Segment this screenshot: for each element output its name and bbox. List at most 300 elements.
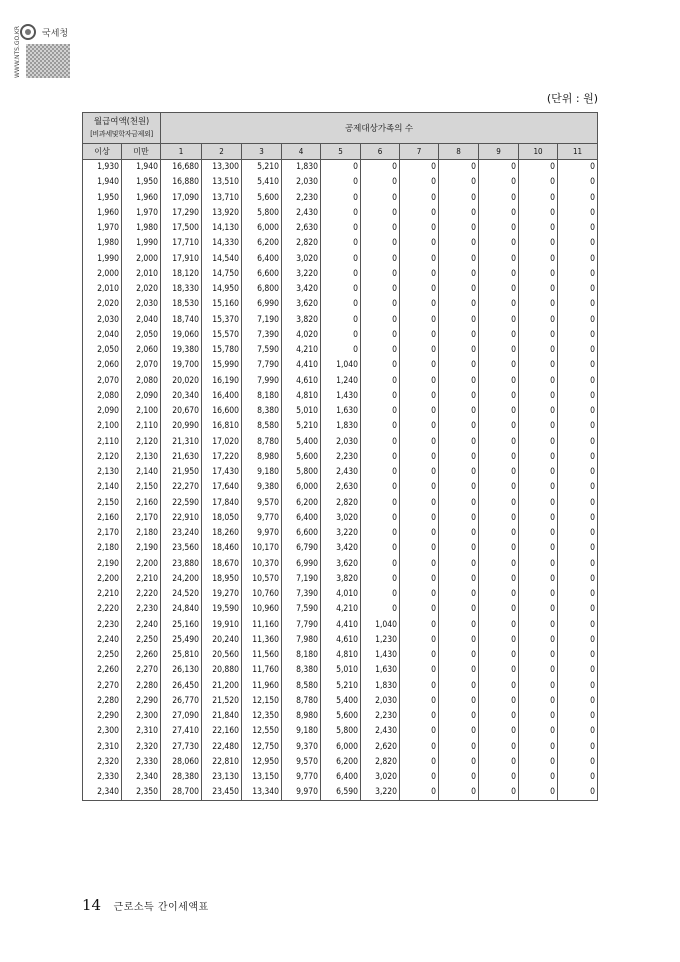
table-row [83, 236, 598, 251]
tax-amount-cell: 17,290 [161, 205, 202, 220]
tax-amount-cell: 0 [519, 190, 558, 205]
tax-amount-cell: 0 [439, 510, 479, 525]
tax-amount-cell: 0 [519, 312, 558, 327]
salary-to-cell: 2,050 [122, 327, 161, 342]
tax-amount-cell: 4,610 [321, 632, 361, 647]
table-row [83, 556, 598, 571]
tax-amount-cell: 22,480 [202, 739, 242, 754]
table-row [83, 190, 598, 205]
tax-amount-cell: 9,380 [242, 480, 282, 495]
tax-amount-cell: 0 [558, 434, 598, 449]
tax-amount-cell: 5,600 [321, 709, 361, 724]
tax-amount-cell: 23,450 [202, 785, 242, 800]
tax-amount-cell: 5,010 [282, 404, 321, 419]
tax-amount-cell: 8,780 [242, 434, 282, 449]
tax-amount-cell: 4,210 [321, 602, 361, 617]
column-header: 이상 [83, 144, 122, 160]
tax-amount-cell: 0 [519, 587, 558, 602]
tax-amount-cell: 0 [558, 282, 598, 297]
table-row [83, 510, 598, 525]
table-row [83, 495, 598, 510]
tax-amount-cell: 0 [400, 404, 439, 419]
tax-amount-cell: 3,020 [361, 770, 400, 785]
salary-to-cell: 2,200 [122, 556, 161, 571]
tax-amount-cell: 0 [558, 754, 598, 769]
tax-amount-cell: 0 [519, 373, 558, 388]
table-row [83, 693, 598, 708]
salary-from-cell: 1,950 [83, 190, 122, 205]
tax-amount-cell: 0 [558, 663, 598, 678]
tax-amount-cell: 20,020 [161, 373, 202, 388]
salary-to-cell: 2,160 [122, 495, 161, 510]
column-subheader-row [83, 144, 598, 160]
tax-amount-cell: 0 [519, 693, 558, 708]
tax-amount-cell: 6,590 [321, 785, 361, 800]
salary-to-cell: 2,320 [122, 739, 161, 754]
tax-amount-cell: 19,910 [202, 617, 242, 632]
tax-amount-cell: 4,010 [321, 587, 361, 602]
tax-amount-cell: 0 [558, 404, 598, 419]
salary-from-cell: 2,290 [83, 709, 122, 724]
tax-amount-cell: 0 [479, 770, 519, 785]
tax-amount-cell: 0 [479, 358, 519, 373]
tax-amount-cell: 0 [439, 297, 479, 312]
tax-amount-cell: 0 [321, 236, 361, 251]
tax-amount-cell: 0 [519, 282, 558, 297]
table-row [83, 770, 598, 785]
tax-amount-cell: 5,210 [282, 419, 321, 434]
tax-amount-cell: 6,200 [282, 495, 321, 510]
tax-amount-cell: 0 [519, 480, 558, 495]
tax-amount-cell: 0 [558, 236, 598, 251]
tax-amount-cell: 0 [558, 297, 598, 312]
tax-amount-cell: 0 [439, 617, 479, 632]
salary-from-cell: 2,330 [83, 770, 122, 785]
tax-amount-cell: 27,730 [161, 739, 202, 754]
tax-amount-cell: 14,750 [202, 266, 242, 281]
tax-amount-cell: 0 [479, 739, 519, 754]
tax-amount-cell: 0 [479, 571, 519, 586]
tax-amount-cell: 0 [519, 632, 558, 647]
salary-from-cell: 2,200 [83, 571, 122, 586]
tax-amount-cell: 8,380 [242, 404, 282, 419]
tax-amount-cell: 0 [361, 434, 400, 449]
tax-amount-cell: 7,390 [282, 587, 321, 602]
tax-amount-cell: 0 [519, 648, 558, 663]
tax-amount-cell: 25,490 [161, 632, 202, 647]
tax-amount-cell: 0 [439, 770, 479, 785]
tax-amount-cell: 0 [519, 770, 558, 785]
tax-amount-cell: 0 [479, 175, 519, 190]
tax-amount-cell: 2,030 [282, 175, 321, 190]
tax-amount-cell: 13,300 [202, 160, 242, 175]
tax-amount-cell: 0 [479, 312, 519, 327]
tax-amount-cell: 0 [479, 465, 519, 480]
document-title: 근로소득 간이세액표 [113, 902, 209, 913]
salary-to-cell: 2,070 [122, 358, 161, 373]
tax-amount-cell: 5,800 [282, 465, 321, 480]
tax-amount-cell: 22,810 [202, 754, 242, 769]
tax-amount-cell: 0 [479, 297, 519, 312]
tax-amount-cell: 12,750 [242, 739, 282, 754]
tax-amount-cell: 0 [479, 709, 519, 724]
tax-amount-cell: 23,240 [161, 526, 202, 541]
tax-amount-cell: 0 [479, 190, 519, 205]
tax-amount-cell: 0 [400, 587, 439, 602]
tax-amount-cell: 0 [400, 495, 439, 510]
salary-from-cell: 2,140 [83, 480, 122, 495]
tax-amount-cell: 0 [361, 480, 400, 495]
tax-amount-cell: 7,590 [242, 343, 282, 358]
tax-amount-cell: 0 [400, 617, 439, 632]
tax-amount-cell: 2,430 [282, 205, 321, 220]
tax-amount-cell: 0 [479, 632, 519, 647]
tax-amount-cell: 0 [361, 556, 400, 571]
salary-from-cell: 2,340 [83, 785, 122, 800]
tax-amount-cell: 0 [400, 282, 439, 297]
salary-to-cell: 2,060 [122, 343, 161, 358]
column-header: 미만 [122, 144, 161, 160]
tax-amount-cell: 0 [519, 175, 558, 190]
tax-amount-cell: 0 [558, 587, 598, 602]
tax-amount-cell: 6,400 [242, 251, 282, 266]
tax-amount-cell: 0 [400, 541, 439, 556]
tax-amount-cell: 6,200 [242, 236, 282, 251]
table-body [83, 160, 598, 801]
tax-amount-cell: 1,630 [321, 404, 361, 419]
tax-amount-cell: 0 [558, 678, 598, 693]
tax-amount-cell: 3,220 [361, 785, 400, 800]
tax-amount-cell: 0 [519, 556, 558, 571]
tax-amount-cell: 0 [439, 724, 479, 739]
tax-amount-cell: 0 [361, 190, 400, 205]
tax-amount-cell: 5,010 [321, 663, 361, 678]
tax-amount-cell: 0 [479, 663, 519, 678]
table-row [83, 449, 598, 464]
tax-amount-cell: 0 [519, 266, 558, 281]
tax-amount-cell: 13,710 [202, 190, 242, 205]
tax-amount-cell: 13,920 [202, 205, 242, 220]
tax-amount-cell: 14,130 [202, 221, 242, 236]
tax-amount-cell: 20,670 [161, 404, 202, 419]
tax-amount-cell: 0 [558, 770, 598, 785]
tax-amount-cell: 4,610 [282, 373, 321, 388]
tax-amount-cell: 0 [479, 495, 519, 510]
tax-amount-cell: 23,880 [161, 556, 202, 571]
tax-amount-cell: 0 [361, 160, 400, 175]
tax-amount-cell: 17,090 [161, 190, 202, 205]
tax-amount-cell: 10,570 [242, 571, 282, 586]
tax-amount-cell: 0 [558, 724, 598, 739]
column-header: 5 [321, 144, 361, 160]
tax-amount-cell: 0 [519, 404, 558, 419]
tax-amount-cell: 16,880 [161, 175, 202, 190]
tax-amount-cell: 17,430 [202, 465, 242, 480]
tax-amount-cell: 0 [321, 312, 361, 327]
tax-amount-cell: 6,000 [321, 739, 361, 754]
tax-amount-cell: 0 [558, 312, 598, 327]
tax-amount-cell: 15,370 [202, 312, 242, 327]
tax-amount-cell: 0 [439, 312, 479, 327]
salary-from-cell: 2,210 [83, 587, 122, 602]
column-header: 1 [161, 144, 202, 160]
tax-amount-cell: 0 [361, 587, 400, 602]
tax-amount-cell: 24,840 [161, 602, 202, 617]
family-count-header: 공제대상가족의 수 [161, 113, 598, 144]
tax-amount-cell: 0 [400, 754, 439, 769]
tax-amount-cell: 0 [479, 510, 519, 525]
tax-amount-cell: 0 [321, 251, 361, 266]
tax-amount-cell: 15,990 [202, 358, 242, 373]
tax-amount-cell: 0 [361, 602, 400, 617]
column-header: 10 [519, 144, 558, 160]
tax-amount-cell: 8,980 [242, 449, 282, 464]
tax-amount-cell: 22,910 [161, 510, 202, 525]
tax-amount-cell: 2,820 [282, 236, 321, 251]
tax-amount-cell: 12,150 [242, 693, 282, 708]
table-row [83, 358, 598, 373]
column-header: 6 [361, 144, 400, 160]
tax-amount-cell: 2,630 [321, 480, 361, 495]
tax-amount-cell: 0 [400, 510, 439, 525]
tax-amount-cell: 26,130 [161, 663, 202, 678]
tax-amount-cell: 23,560 [161, 541, 202, 556]
tax-amount-cell: 0 [479, 343, 519, 358]
tax-amount-cell: 3,220 [321, 526, 361, 541]
tax-amount-cell: 0 [400, 434, 439, 449]
tax-amount-cell: 0 [479, 785, 519, 800]
tax-amount-cell: 0 [439, 343, 479, 358]
tax-amount-cell: 5,600 [282, 449, 321, 464]
table-row [83, 205, 598, 220]
tax-amount-cell: 19,060 [161, 327, 202, 342]
tax-amount-cell: 0 [479, 221, 519, 236]
salary-to-cell: 2,250 [122, 632, 161, 647]
page-footer [82, 896, 209, 914]
tax-amount-cell: 0 [361, 297, 400, 312]
tax-amount-cell: 0 [439, 160, 479, 175]
tax-amount-cell: 0 [558, 480, 598, 495]
tax-amount-cell: 0 [400, 236, 439, 251]
tax-amount-cell: 9,970 [282, 785, 321, 800]
tax-amount-cell: 11,960 [242, 678, 282, 693]
tax-amount-cell: 0 [519, 297, 558, 312]
tax-amount-cell: 0 [361, 571, 400, 586]
salary-from-cell: 2,280 [83, 693, 122, 708]
tax-amount-cell: 0 [361, 221, 400, 236]
table-row [83, 160, 598, 175]
tax-amount-cell: 17,220 [202, 449, 242, 464]
tax-amount-cell: 3,020 [282, 251, 321, 266]
tax-amount-cell: 0 [400, 175, 439, 190]
tax-amount-cell: 0 [361, 449, 400, 464]
table-row [83, 343, 598, 358]
table-row [83, 541, 598, 556]
tax-amount-cell: 0 [558, 709, 598, 724]
tax-amount-cell: 2,630 [282, 221, 321, 236]
salary-to-cell: 2,180 [122, 526, 161, 541]
nts-emblem-icon [20, 24, 36, 40]
tax-amount-cell: 1,430 [361, 648, 400, 663]
tax-amount-cell: 14,330 [202, 236, 242, 251]
table-row [83, 373, 598, 388]
tax-amount-cell: 0 [519, 709, 558, 724]
tax-amount-cell: 0 [439, 449, 479, 464]
table-row [83, 388, 598, 403]
tax-amount-cell: 0 [479, 373, 519, 388]
column-header: 2 [202, 144, 242, 160]
salary-from-cell: 2,120 [83, 449, 122, 464]
tax-amount-cell: 0 [361, 327, 400, 342]
tax-amount-cell: 0 [519, 419, 558, 434]
table-row [83, 709, 598, 724]
tax-amount-cell: 0 [400, 724, 439, 739]
tax-amount-cell: 7,790 [242, 358, 282, 373]
tax-amount-cell: 9,180 [242, 465, 282, 480]
tax-amount-cell: 0 [439, 693, 479, 708]
tax-amount-cell: 1,430 [321, 388, 361, 403]
tax-amount-cell: 0 [519, 236, 558, 251]
tax-amount-cell: 0 [439, 526, 479, 541]
tax-amount-cell: 14,540 [202, 251, 242, 266]
column-header: 7 [400, 144, 439, 160]
tax-amount-cell: 0 [439, 587, 479, 602]
tax-amount-cell: 2,430 [361, 724, 400, 739]
tax-amount-cell: 6,790 [282, 541, 321, 556]
tax-amount-cell: 12,550 [242, 724, 282, 739]
tax-amount-cell: 0 [558, 419, 598, 434]
tax-amount-cell: 0 [400, 297, 439, 312]
tax-amount-cell: 0 [400, 709, 439, 724]
tax-amount-cell: 0 [479, 449, 519, 464]
salary-from-cell: 2,220 [83, 602, 122, 617]
salary-to-cell: 1,940 [122, 160, 161, 175]
tax-amount-cell: 1,240 [321, 373, 361, 388]
salary-from-cell: 2,100 [83, 419, 122, 434]
tax-amount-cell: 0 [321, 221, 361, 236]
tax-amount-cell: 0 [361, 526, 400, 541]
tax-amount-cell: 0 [361, 282, 400, 297]
tax-amount-cell: 20,240 [202, 632, 242, 647]
tax-amount-cell: 4,810 [282, 388, 321, 403]
tax-amount-cell: 19,700 [161, 358, 202, 373]
tax-amount-cell: 0 [400, 190, 439, 205]
tax-amount-cell: 0 [558, 388, 598, 403]
tax-amount-cell: 0 [558, 205, 598, 220]
tax-amount-cell: 0 [439, 358, 479, 373]
tax-amount-cell: 0 [439, 663, 479, 678]
tax-amount-cell: 0 [439, 754, 479, 769]
salary-to-cell: 1,970 [122, 205, 161, 220]
table-row [83, 221, 598, 236]
salary-from-cell: 2,180 [83, 541, 122, 556]
tax-amount-cell: 8,580 [242, 419, 282, 434]
salary-range-header [83, 113, 161, 144]
tax-amount-cell: 0 [439, 282, 479, 297]
tax-amount-cell: 0 [479, 526, 519, 541]
salary-from-cell: 2,260 [83, 663, 122, 678]
tax-amount-cell: 0 [519, 251, 558, 266]
salary-to-cell: 2,090 [122, 388, 161, 403]
salary-from-cell: 2,150 [83, 495, 122, 510]
withholding-tax-table [82, 112, 598, 801]
tax-amount-cell: 17,020 [202, 434, 242, 449]
table-row [83, 785, 598, 800]
tax-amount-cell: 0 [479, 648, 519, 663]
salary-to-cell: 2,220 [122, 587, 161, 602]
tax-amount-cell: 0 [519, 434, 558, 449]
tax-amount-cell: 0 [558, 465, 598, 480]
tax-amount-cell: 0 [400, 205, 439, 220]
tax-amount-cell: 0 [558, 510, 598, 525]
tax-amount-cell: 16,810 [202, 419, 242, 434]
table-row [83, 602, 598, 617]
tax-amount-cell: 0 [439, 709, 479, 724]
salary-to-cell: 2,140 [122, 465, 161, 480]
tax-amount-cell: 9,570 [242, 495, 282, 510]
tax-amount-cell: 8,980 [282, 709, 321, 724]
tax-amount-cell: 11,360 [242, 632, 282, 647]
tax-amount-cell: 3,820 [321, 571, 361, 586]
salary-from-cell: 1,960 [83, 205, 122, 220]
tax-amount-cell: 0 [519, 678, 558, 693]
tax-amount-cell: 6,000 [282, 480, 321, 495]
tax-amount-cell: 7,390 [242, 327, 282, 342]
tax-amount-cell: 17,910 [161, 251, 202, 266]
tax-amount-cell: 0 [519, 449, 558, 464]
tax-amount-cell: 13,150 [242, 770, 282, 785]
tax-amount-cell: 5,800 [242, 205, 282, 220]
tax-amount-cell: 5,210 [321, 678, 361, 693]
unit-label: (단위 : 원) [546, 92, 598, 105]
tax-amount-cell: 7,790 [282, 617, 321, 632]
tax-amount-cell: 10,370 [242, 556, 282, 571]
salary-to-cell: 2,100 [122, 404, 161, 419]
tax-amount-cell: 0 [439, 266, 479, 281]
tax-amount-cell: 18,120 [161, 266, 202, 281]
salary-from-cell: 2,190 [83, 556, 122, 571]
tax-amount-cell: 0 [558, 175, 598, 190]
tax-amount-cell: 0 [439, 327, 479, 342]
salary-to-cell: 2,080 [122, 373, 161, 388]
salary-to-cell: 2,030 [122, 297, 161, 312]
tax-amount-cell: 27,410 [161, 724, 202, 739]
tax-amount-cell: 0 [558, 266, 598, 281]
salary-to-cell: 2,300 [122, 709, 161, 724]
tax-amount-cell: 0 [558, 602, 598, 617]
table-row [83, 739, 598, 754]
tax-amount-cell: 0 [479, 541, 519, 556]
salary-from-cell: 2,030 [83, 312, 122, 327]
salary-from-cell: 2,250 [83, 648, 122, 663]
column-header: 11 [558, 144, 598, 160]
tax-amount-cell: 0 [519, 526, 558, 541]
tax-amount-cell: 7,590 [282, 602, 321, 617]
table-row [83, 175, 598, 190]
tax-amount-cell: 0 [400, 449, 439, 464]
salary-to-cell: 2,020 [122, 282, 161, 297]
tax-amount-cell: 17,640 [202, 480, 242, 495]
tax-amount-cell: 0 [479, 434, 519, 449]
tax-amount-cell: 0 [479, 556, 519, 571]
table-row [83, 526, 598, 541]
tax-amount-cell: 0 [479, 693, 519, 708]
tax-amount-cell: 5,210 [242, 160, 282, 175]
tax-amount-cell: 18,260 [202, 526, 242, 541]
tax-amount-cell: 20,560 [202, 648, 242, 663]
table-row [83, 404, 598, 419]
tax-amount-cell: 4,410 [321, 617, 361, 632]
